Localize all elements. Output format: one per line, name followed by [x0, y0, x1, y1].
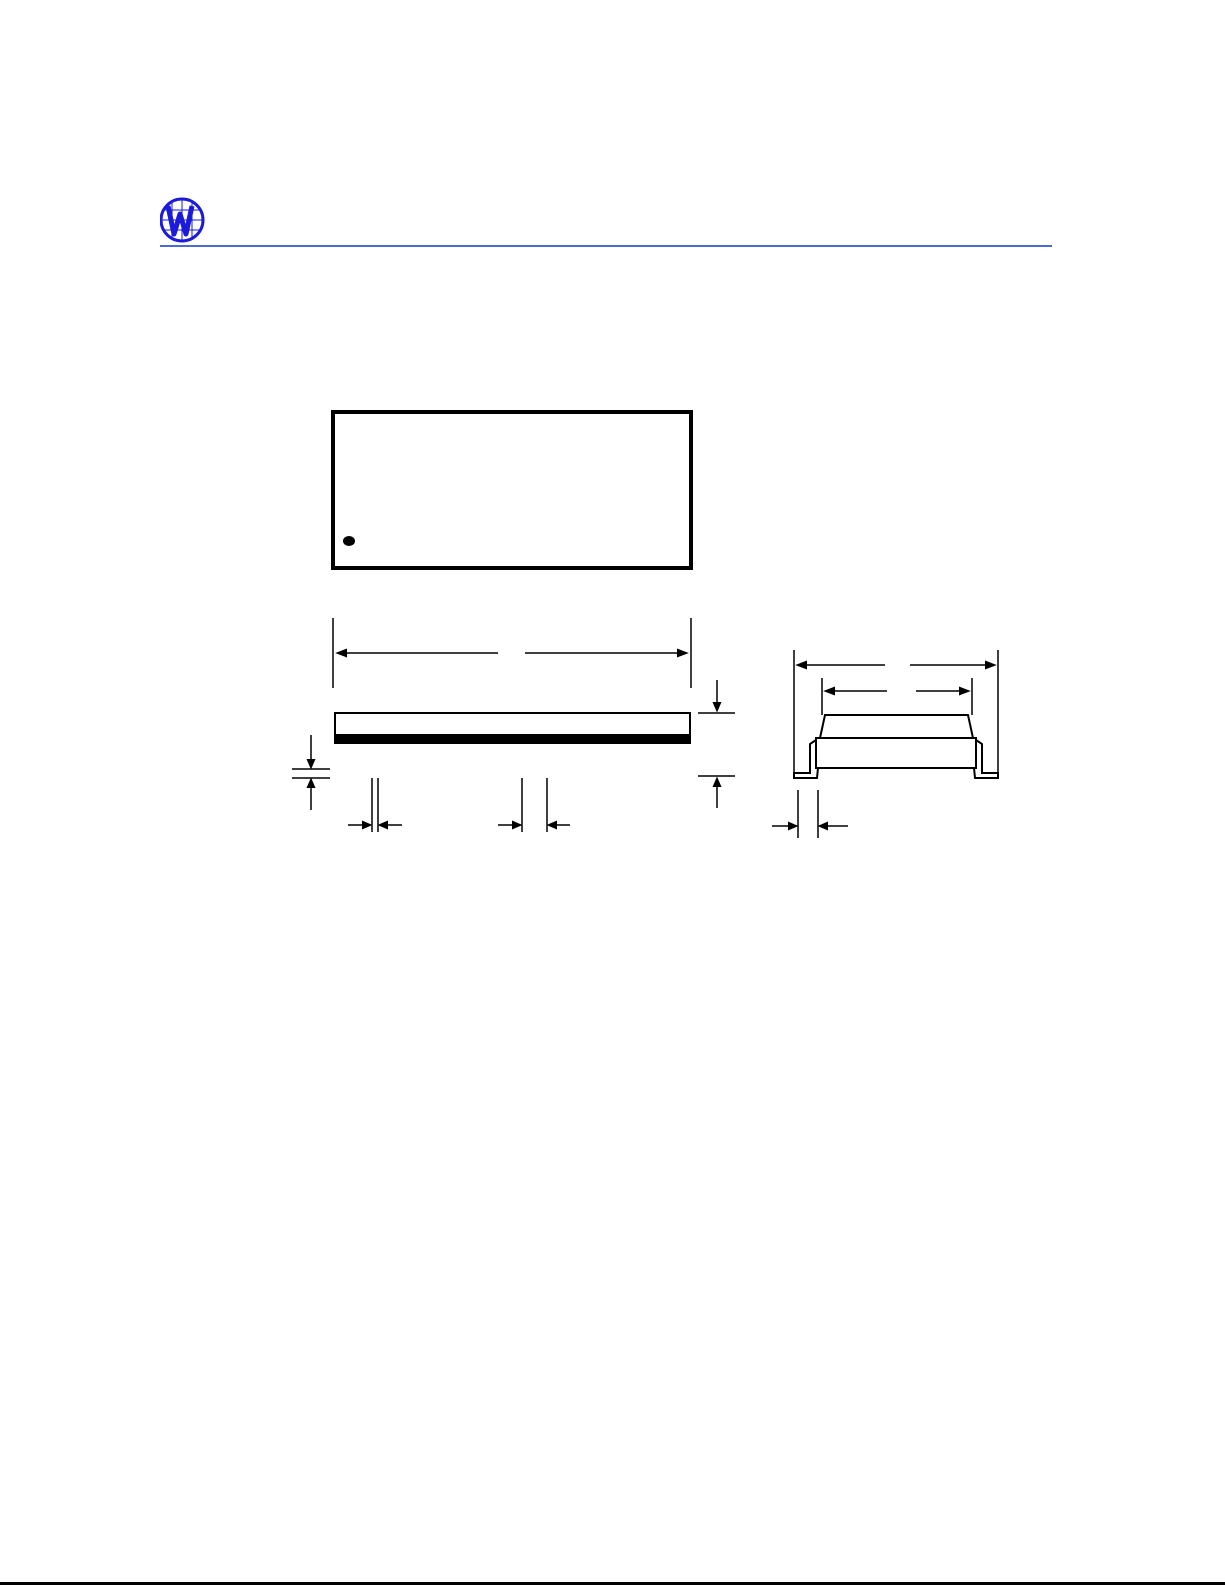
winbond-logo: [160, 194, 320, 246]
side-view-body: [335, 713, 690, 735]
top-view-body: [333, 412, 691, 568]
pin1-marker: [344, 537, 354, 545]
end-view-body: [820, 715, 973, 738]
package-outline-drawing: [280, 360, 1020, 840]
dimension-table: [145, 930, 1072, 1245]
header-divider: [160, 245, 1052, 247]
